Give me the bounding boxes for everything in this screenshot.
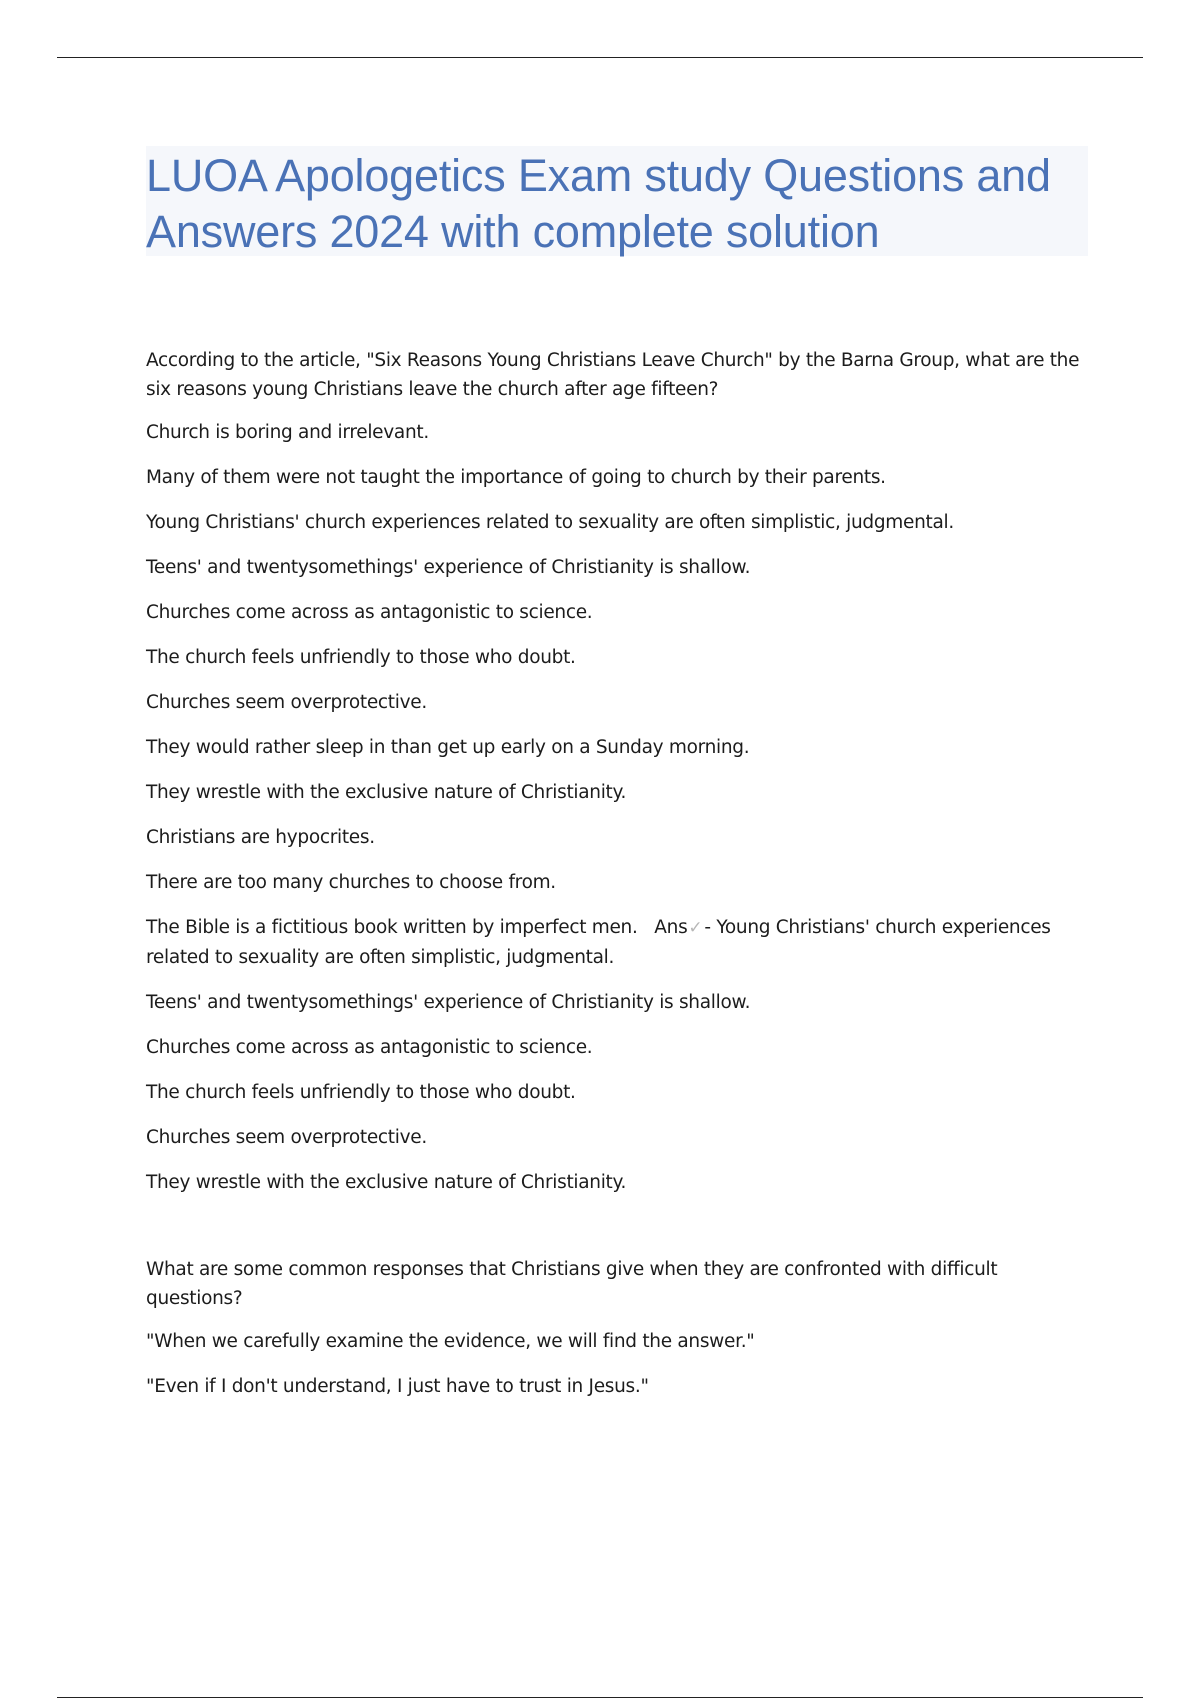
answer-line: Teens' and twentysomethings' experience of Christianity is shallow. [146,992,751,1013]
last-option: The Bible is a fictitious book written by imperfect men. [146,917,638,938]
option-line: They would rather sleep in than get up early on a Sunday morning. [146,737,750,758]
answer-line: The church feels unfriendly to those who doubt. [146,1082,576,1103]
option-line: Young Christians' church experiences related to sexuality are often simplistic, judgmental. [146,512,954,533]
answer-line: They wrestle with the exclusive nature of Christianity. [146,1172,627,1193]
option-line: The church feels unfriendly to those who doubt. [146,647,576,668]
option-line: Churches seem overprotective. [146,692,427,713]
answer-line: Churches come across as antagonistic to science. [146,1037,593,1058]
title-block [146,146,1088,256]
option-line: There are too many churches to choose from. [146,872,556,893]
answer-label: Ans [654,917,688,938]
answer-first: - Young Christians' church experiences related to sexuality are often simplistic, judgmental. [146,917,1051,968]
response-line: "When we carefully examine the evidence, we will find the answer." [146,1331,755,1352]
section-spacer [146,1197,1086,1255]
option-line: Church is boring and irrelevant. [146,422,429,443]
answer-paragraph [146,913,1086,972]
option-line: Teens' and twentysomethings' experience of Christianity is shallow. [146,557,751,578]
document-title: LUOA Apologetics Exam study Questions and Answers 2024 with complete solution [146,150,1051,257]
question-2: What are some common responses that Christians give when they are confronted with difficult questions? [146,1259,998,1309]
question-1: According to the article, "Six Reasons Young Christians Leave Church" by the Barna Group, what are the six reasons young Christians leave the church after age fifteen? [146,350,1080,400]
bottom-rule [57,1697,1143,1698]
option-line: Many of them were not taught the importance of going to church by their parents. [146,467,886,488]
option-line: They wrestle with the exclusive nature of Christianity. [146,782,627,803]
document-body [146,346,1086,1401]
answer-line: Churches seem overprotective. [146,1127,427,1148]
top-rule [57,57,1143,58]
option-line: Christians are hypocrites. [146,827,375,848]
option-line: Churches come across as antagonistic to science. [146,602,593,623]
response-line: "Even if I don't understand, I just have to trust in Jesus." [146,1376,649,1397]
checkmark-icon: ✓ [688,918,703,938]
